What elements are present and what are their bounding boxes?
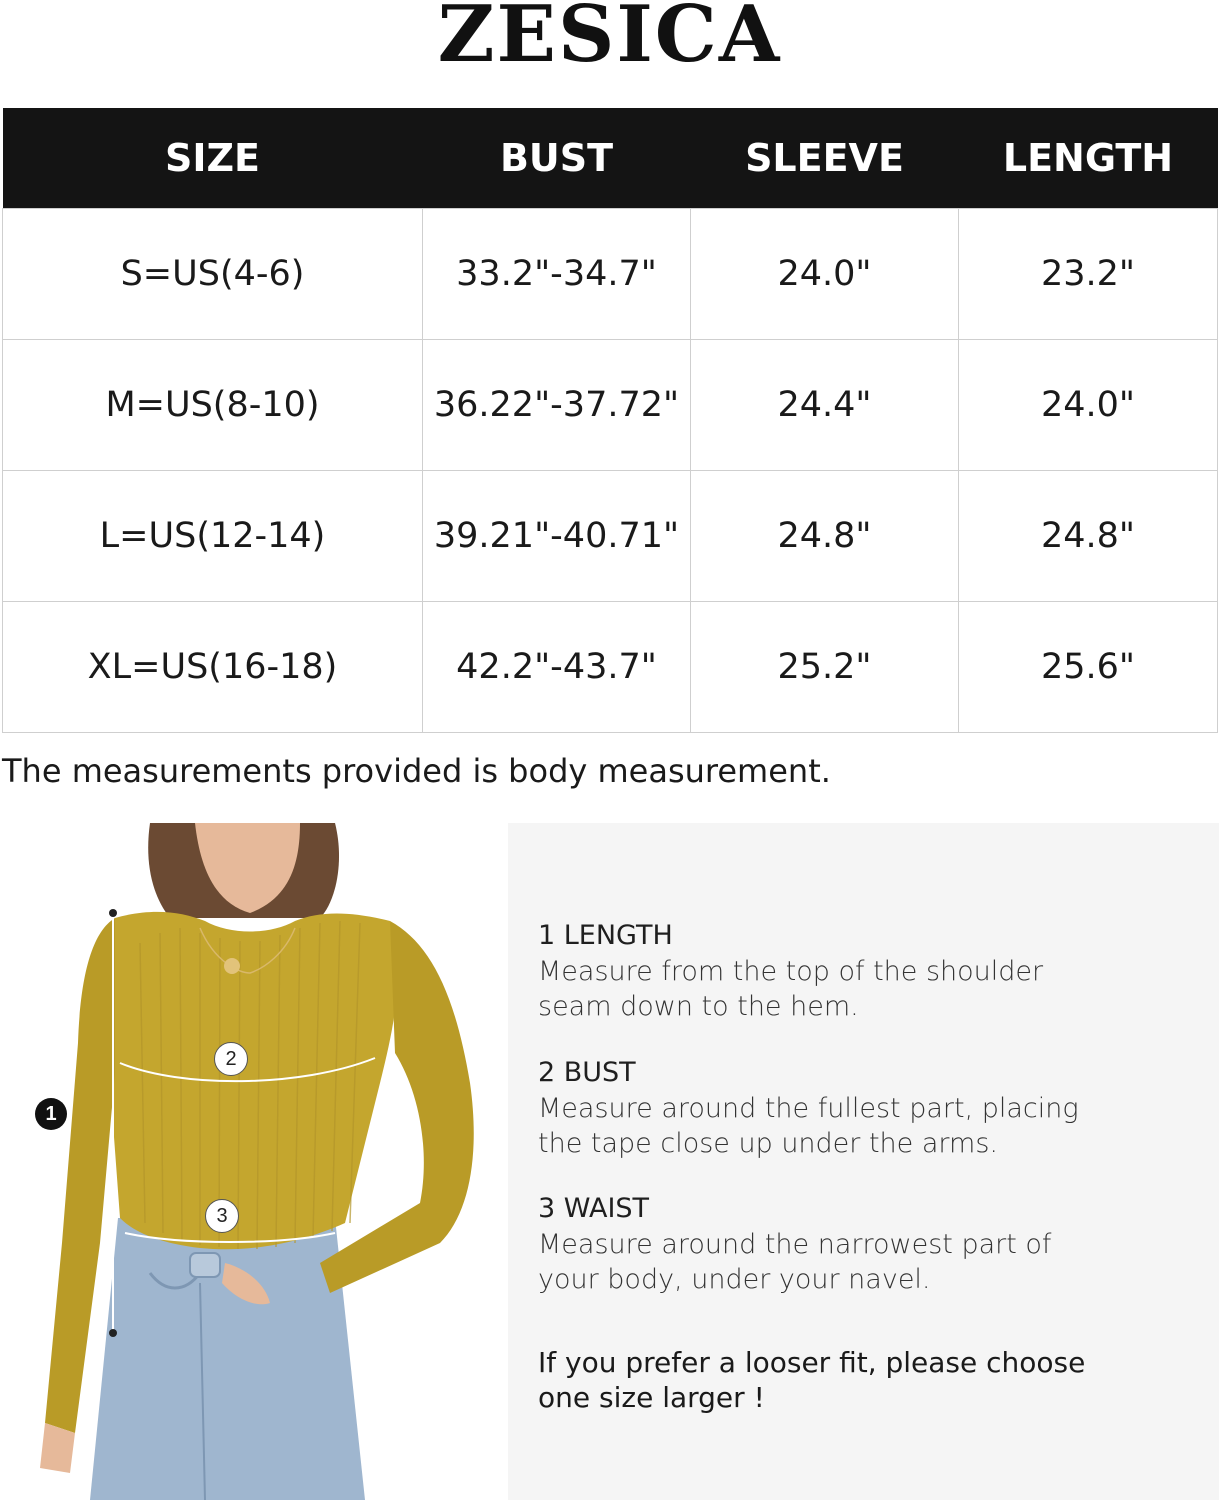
guide-bust — [538, 1055, 1178, 1161]
guide-length-line1: Measure from the top of the shoulder — [538, 956, 1044, 987]
table-row — [3, 471, 1218, 602]
header-bust: BUST — [423, 108, 691, 209]
brand-logo: ZESICA — [437, 0, 782, 80]
cell-bust: 42.2"-43.7" — [423, 602, 691, 733]
marker-1-icon — [35, 1098, 67, 1130]
fit-tip — [538, 1345, 1178, 1415]
cell-sleeve: 25.2" — [691, 602, 959, 733]
table-row — [3, 602, 1218, 733]
guide-waist-title: 3 WAIST — [538, 1193, 650, 1224]
model-photo — [0, 823, 508, 1500]
cell-length: 24.8" — [959, 471, 1218, 602]
guide-length-line2: seam down to the hem. — [538, 991, 859, 1022]
fit-tip-line1: If you prefer a looser fit, please choose — [538, 1346, 1086, 1379]
size-chart-table — [2, 108, 1218, 733]
measurement-note: The measurements provided is body measurement. — [2, 752, 831, 790]
table-row — [3, 340, 1218, 471]
guide-bust-title: 2 BUST — [538, 1057, 636, 1088]
cell-sleeve: 24.8" — [691, 471, 959, 602]
fit-tip-line2: one size larger ! — [538, 1381, 765, 1414]
marker-3-label: 3 — [216, 1205, 228, 1227]
table-header-row — [3, 108, 1218, 209]
header-length: LENGTH — [959, 108, 1218, 209]
cell-length: 25.6" — [959, 602, 1218, 733]
cell-size: L=US(12-14) — [3, 471, 423, 602]
header-sleeve: SLEEVE — [691, 108, 959, 209]
header-size: SIZE — [3, 108, 423, 209]
guide-bust-line2: the tape close up under the arms. — [538, 1128, 998, 1159]
measure-guide-panel — [508, 823, 1219, 1500]
table-row — [3, 209, 1218, 340]
marker-3-icon — [205, 1199, 239, 1233]
cell-sleeve: 24.0" — [691, 209, 959, 340]
cell-sleeve: 24.4" — [691, 340, 959, 471]
cell-bust: 36.22"-37.72" — [423, 340, 691, 471]
cell-size: XL=US(16-18) — [3, 602, 423, 733]
cell-size: M=US(8-10) — [3, 340, 423, 471]
guide-waist-line2: your body, under your navel. — [538, 1264, 931, 1295]
guide-waist — [538, 1191, 1178, 1297]
cell-bust: 39.21"-40.71" — [423, 471, 691, 602]
guide-waist-line1: Measure around the narrowest part of — [538, 1229, 1052, 1260]
cell-length: 24.0" — [959, 340, 1218, 471]
guide-bust-line1: Measure around the fullest part, placing — [538, 1093, 1079, 1124]
guide-length — [538, 918, 1178, 1024]
cell-bust: 33.2"-34.7" — [423, 209, 691, 340]
guide-length-title: 1 LENGTH — [538, 920, 673, 951]
marker-1-label: 1 — [45, 1103, 57, 1125]
cell-size: S=US(4-6) — [3, 209, 423, 340]
model-illustration — [0, 823, 508, 1500]
cell-length: 23.2" — [959, 209, 1218, 340]
marker-2-icon — [214, 1042, 248, 1076]
marker-2-label: 2 — [225, 1048, 237, 1070]
